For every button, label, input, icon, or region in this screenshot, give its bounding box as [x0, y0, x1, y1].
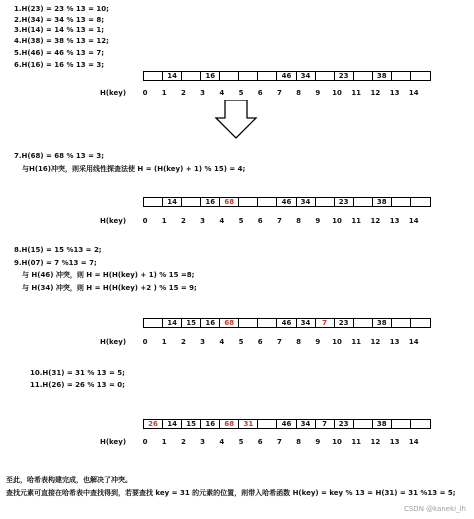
- step-4: 4.H(38) = 38 % 13 = 12;: [14, 37, 109, 45]
- hkey-label-3: H(key): [100, 338, 127, 346]
- index-label-8: 8: [296, 438, 302, 446]
- hash-cell-10: 23: [335, 198, 354, 206]
- step-9-note-a: 与 H(46) 冲突，则 H = H(H(key) + 1) % 15 =8;: [22, 271, 195, 279]
- hash-cell-11: [354, 420, 373, 428]
- index-label-6: 6: [257, 217, 263, 225]
- index-label-0: 0: [142, 217, 148, 225]
- step-3: 3.H(14) = 14 % 13 = 1;: [14, 26, 105, 34]
- index-label-4: 4: [219, 89, 225, 97]
- hash-cell-3: 16: [201, 420, 220, 428]
- index-label-10: 10: [332, 89, 342, 97]
- index-label-7: 7: [276, 438, 282, 446]
- hash-cell-12: 38: [373, 420, 392, 428]
- hash-cell-10: 23: [335, 319, 354, 327]
- index-label-6: 6: [257, 338, 263, 346]
- index-label-2: 2: [180, 217, 186, 225]
- index-label-5: 5: [238, 338, 244, 346]
- index-label-14: 14: [408, 89, 419, 97]
- index-label-12: 12: [370, 438, 381, 446]
- hash-cell-2: [182, 198, 201, 206]
- hash-cell-13: [392, 319, 411, 327]
- hash-table-4: [143, 419, 431, 429]
- hash-cell-13: [392, 72, 411, 80]
- hash-cell-13: [392, 198, 411, 206]
- hash-cell-9: [316, 72, 335, 80]
- index-label-12: 12: [370, 217, 381, 225]
- index-label-12: 12: [370, 338, 381, 346]
- index-label-2: 2: [180, 89, 186, 97]
- hash-cell-7: 46: [277, 72, 296, 80]
- index-label-9: 9: [315, 438, 321, 446]
- index-label-9: 9: [315, 217, 321, 225]
- index-label-8: 8: [296, 89, 302, 97]
- hash-cell-12: 38: [373, 319, 392, 327]
- index-label-13: 13: [389, 438, 400, 446]
- conclusion-2: 查找元素可直接在哈希表中查找得到，若要查找 key = 31 的元素的位置，则带入哈希函数 H(key) = key % 13 = H(31) = 31 %13 = 5;: [6, 489, 456, 497]
- hash-cell-12: 38: [373, 72, 392, 80]
- index-label-3: 3: [200, 438, 206, 446]
- hash-cell-6: [258, 72, 277, 80]
- index-label-10: 10: [332, 438, 342, 446]
- hash-cell-8: 34: [297, 420, 316, 428]
- hash-cell-9: [316, 198, 335, 206]
- step-9: 9.H(07) = 7 %13 = 7;: [14, 259, 97, 267]
- hash-cell-6: [258, 198, 277, 206]
- hash-cell-7: 46: [277, 420, 296, 428]
- hash-cell-1: 14: [163, 72, 182, 80]
- hkey-label-1: H(key): [100, 89, 127, 97]
- hash-cell-2: 15: [182, 420, 201, 428]
- index-label-0: 0: [142, 438, 148, 446]
- index-label-14: 14: [408, 438, 419, 446]
- hash-cell-1: 14: [163, 420, 182, 428]
- index-label-9: 9: [315, 338, 321, 346]
- index-label-5: 5: [238, 438, 244, 446]
- index-label-0: 0: [142, 89, 148, 97]
- hash-cell-1: 14: [163, 319, 182, 327]
- hash-cell-5: [239, 319, 258, 327]
- index-label-5: 5: [238, 217, 244, 225]
- index-label-10: 10: [332, 338, 342, 346]
- hash-cell-9: 7: [316, 420, 335, 428]
- hash-cell-7: 46: [277, 198, 296, 206]
- index-label-2: 2: [180, 438, 186, 446]
- index-label-11: 11: [351, 338, 362, 346]
- watermark: CSDN @kaneki_lh: [403, 505, 466, 513]
- index-label-11: 11: [351, 438, 362, 446]
- index-label-4: 4: [219, 217, 225, 225]
- hash-cell-0: 26: [144, 420, 163, 428]
- hash-cell-4: 68: [220, 198, 239, 206]
- hash-cell-8: 34: [297, 72, 316, 80]
- index-label-4: 4: [219, 438, 225, 446]
- index-label-8: 8: [296, 338, 302, 346]
- hkey-label-4: H(key): [100, 438, 127, 446]
- hash-cell-11: [354, 198, 373, 206]
- index-label-1: 1: [161, 338, 167, 346]
- index-label-7: 7: [276, 217, 282, 225]
- hash-cell-5: [239, 72, 258, 80]
- index-label-14: 14: [408, 217, 419, 225]
- hash-cell-10: 23: [335, 72, 354, 80]
- hash-cell-2: [182, 72, 201, 80]
- hash-cell-14: [411, 319, 430, 327]
- hash-cell-14: [411, 198, 430, 206]
- hash-cell-6: [258, 420, 277, 428]
- hash-cell-5: [239, 198, 258, 206]
- hash-cell-11: [354, 72, 373, 80]
- hash-cell-2: 15: [182, 319, 201, 327]
- step-5: 5.H(46) = 46 % 13 = 7;: [14, 49, 105, 57]
- index-label-5: 5: [238, 89, 244, 97]
- hash-cell-3: 16: [201, 72, 220, 80]
- step-10: 10.H(31) = 31 % 13 = 5;: [30, 369, 125, 377]
- hash-cell-8: 34: [297, 198, 316, 206]
- hash-cell-11: [354, 319, 373, 327]
- hash-cell-8: 34: [297, 319, 316, 327]
- hash-cell-4: 68: [220, 420, 239, 428]
- step-7-note: 与H(16)冲突，则采用线性探查法使 H = (H(key) + 1) % 15) = 4;: [22, 165, 246, 173]
- index-label-10: 10: [332, 217, 342, 225]
- hash-table-1: [143, 71, 431, 81]
- hash-cell-5: 31: [239, 420, 258, 428]
- hash-cell-3: 16: [201, 319, 220, 327]
- index-label-11: 11: [351, 217, 362, 225]
- hash-cell-0: [144, 198, 163, 206]
- step-6: 6.H(16) = 16 % 13 = 3;: [14, 61, 105, 69]
- index-label-3: 3: [200, 217, 206, 225]
- hash-table-2: [143, 197, 431, 207]
- hash-cell-7: 46: [277, 319, 296, 327]
- hkey-label-2: H(key): [100, 217, 127, 225]
- hash-cell-0: [144, 319, 163, 327]
- step-8: 8.H(15) = 15 %13 = 2;: [14, 246, 102, 254]
- hash-cell-6: [258, 319, 277, 327]
- index-label-14: 14: [408, 338, 419, 346]
- index-label-1: 1: [161, 217, 167, 225]
- hash-cell-13: [392, 420, 411, 428]
- step-1: 1.H(23) = 23 % 13 = 10;: [14, 5, 109, 13]
- index-label-3: 3: [200, 89, 206, 97]
- index-label-13: 13: [389, 217, 400, 225]
- index-label-6: 6: [257, 89, 263, 97]
- index-label-2: 2: [180, 338, 186, 346]
- hash-cell-14: [411, 72, 430, 80]
- hash-cell-12: 38: [373, 198, 392, 206]
- index-label-3: 3: [200, 338, 206, 346]
- hash-cell-10: 23: [335, 420, 354, 428]
- index-label-12: 12: [370, 89, 381, 97]
- hash-cell-14: [411, 420, 430, 428]
- index-label-4: 4: [219, 338, 225, 346]
- hash-cell-3: 16: [201, 198, 220, 206]
- hash-cell-4: [220, 72, 239, 80]
- index-label-1: 1: [161, 89, 167, 97]
- hash-cell-9: 7: [316, 319, 335, 327]
- conclusion-1: 至此，哈希表构建完成，也解决了冲突。: [6, 476, 132, 484]
- step-9-note-b: 与 H(34) 冲突，则 H = H(H(key) +2 ) % 15 = 9;: [22, 284, 197, 292]
- step-7: 7.H(68) = 68 % 13 = 3;: [14, 152, 105, 160]
- step-11: 11.H(26) = 26 % 13 = 0;: [30, 381, 125, 389]
- index-label-9: 9: [315, 89, 321, 97]
- index-label-7: 7: [276, 89, 282, 97]
- down-arrow-icon: [214, 100, 258, 140]
- hash-cell-0: [144, 72, 163, 80]
- index-label-13: 13: [389, 89, 400, 97]
- index-label-8: 8: [296, 217, 302, 225]
- index-label-7: 7: [276, 338, 282, 346]
- hash-table-3: [143, 318, 431, 328]
- index-label-13: 13: [389, 338, 400, 346]
- index-label-11: 11: [351, 89, 362, 97]
- hash-cell-4: 68: [220, 319, 239, 327]
- index-label-6: 6: [257, 438, 263, 446]
- step-2: 2.H(34) = 34 % 13 = 8;: [14, 16, 105, 24]
- index-label-1: 1: [161, 438, 167, 446]
- hash-cell-1: 14: [163, 198, 182, 206]
- index-label-0: 0: [142, 338, 148, 346]
